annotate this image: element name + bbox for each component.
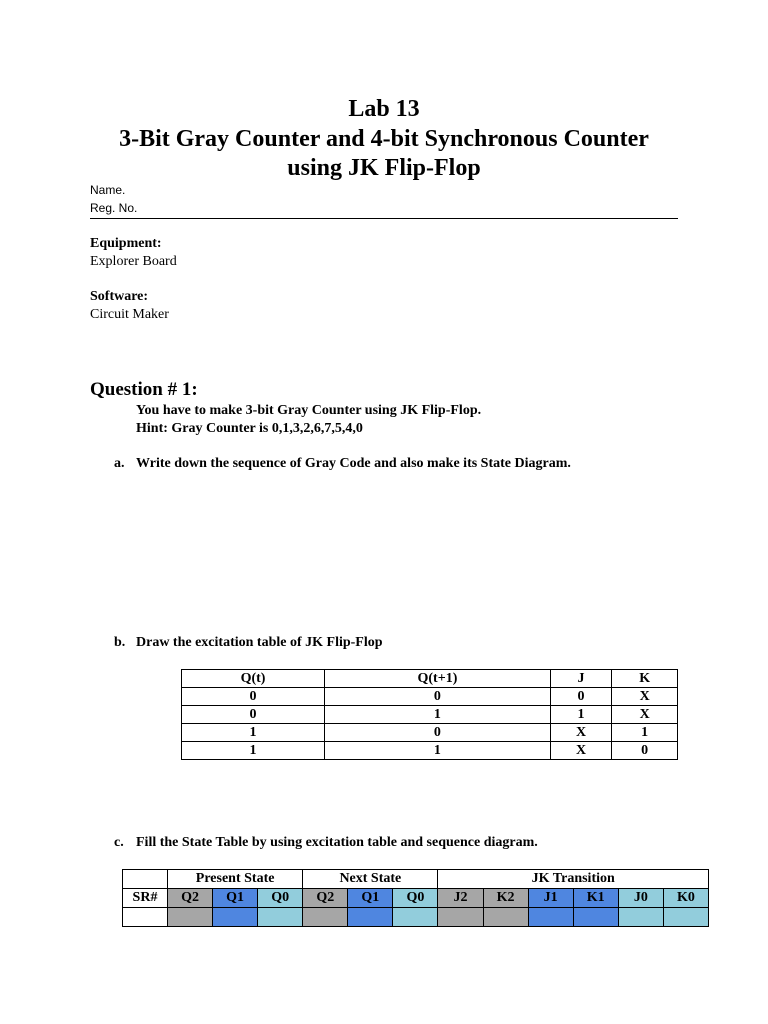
column-header: Q0 <box>258 889 303 908</box>
table-cell: X <box>550 724 611 742</box>
lab-subtitle-line2: using JK Flip-Flop <box>287 155 481 181</box>
table-cell[interactable] <box>393 908 438 927</box>
equipment-label: Equipment: <box>90 236 162 251</box>
item-label: b. <box>114 635 126 650</box>
column-header: J0 <box>618 889 663 908</box>
column-header: J1 <box>528 889 573 908</box>
column-header: Q1 <box>213 889 258 908</box>
blank-cell <box>123 870 168 889</box>
question-heading: Question # 1: <box>90 379 198 400</box>
excitation-table <box>181 669 678 760</box>
group-header-row <box>123 870 709 889</box>
software-label: Software: <box>90 289 149 304</box>
header-cell: J <box>550 670 611 688</box>
item-text: Write down the sequence of Gray Code and also make its State Diagram. <box>136 456 571 471</box>
table-row <box>182 742 678 760</box>
group-present-state: Present State <box>168 870 303 889</box>
column-header: Q0 <box>393 889 438 908</box>
column-header: Q2 <box>303 889 348 908</box>
question-item-a <box>114 456 571 472</box>
table-cell[interactable] <box>123 908 168 927</box>
table-cell[interactable] <box>528 908 573 927</box>
table-cell: X <box>612 706 678 724</box>
lab-subtitle-line1: 3-Bit Gray Counter and 4-bit Synchronous Counter <box>119 126 649 152</box>
question-instruction: You have to make 3-bit Gray Counter using JK Flip-Flop. <box>136 403 482 418</box>
table-cell: 1 <box>550 706 611 724</box>
table-cell: 0 <box>325 724 551 742</box>
table-cell[interactable] <box>483 908 528 927</box>
table-row <box>182 688 678 706</box>
table-cell: 1 <box>612 724 678 742</box>
column-header: SR# <box>123 889 168 908</box>
table-cell: 0 <box>550 688 611 706</box>
header-divider <box>90 218 678 219</box>
column-header: K2 <box>483 889 528 908</box>
column-header: K0 <box>663 889 708 908</box>
column-header: J2 <box>438 889 483 908</box>
table-cell: 1 <box>325 706 551 724</box>
table-cell: 0 <box>325 688 551 706</box>
reg-no-field-label: Reg. No. <box>90 201 138 215</box>
header-cell: Q(t+1) <box>325 670 551 688</box>
name-field-label: Name. <box>90 183 126 197</box>
table-cell[interactable] <box>213 908 258 927</box>
table-cell: 0 <box>182 706 325 724</box>
table-row <box>182 706 678 724</box>
table-cell: 1 <box>182 742 325 760</box>
table-row <box>123 908 709 927</box>
table-cell: 0 <box>182 688 325 706</box>
table-row <box>182 724 678 742</box>
column-header-row <box>123 889 709 908</box>
table-cell: X <box>612 688 678 706</box>
table-cell: X <box>550 742 611 760</box>
table-cell: 0 <box>612 742 678 760</box>
equipment-value: Explorer Board <box>90 254 177 269</box>
table-cell[interactable] <box>348 908 393 927</box>
item-label: a. <box>114 456 125 471</box>
table-cell: 1 <box>325 742 551 760</box>
header-cell: K <box>612 670 678 688</box>
group-next-state: Next State <box>303 870 438 889</box>
table-cell[interactable] <box>663 908 708 927</box>
item-label: c. <box>114 835 124 850</box>
header-cell: Q(t) <box>182 670 325 688</box>
question-hint: Hint: Gray Counter is 0,1,3,2,6,7,5,4,0 <box>136 421 363 436</box>
question-item-b <box>114 635 383 651</box>
item-text: Fill the State Table by using excitation table and sequence diagram. <box>136 835 538 850</box>
table-cell[interactable] <box>573 908 618 927</box>
column-header: Q1 <box>348 889 393 908</box>
table-header-row <box>182 670 678 688</box>
table-cell[interactable] <box>303 908 348 927</box>
table-cell[interactable] <box>438 908 483 927</box>
table-cell[interactable] <box>168 908 213 927</box>
state-table <box>122 869 709 927</box>
table-cell[interactable] <box>258 908 303 927</box>
table-cell[interactable] <box>618 908 663 927</box>
lab-title: Lab 13 <box>348 96 420 122</box>
question-item-c <box>114 835 538 851</box>
group-jk-transition: JK Transition <box>438 870 709 889</box>
item-text: Draw the excitation table of JK Flip-Flop <box>136 635 383 650</box>
column-header: Q2 <box>168 889 213 908</box>
table-cell: 1 <box>182 724 325 742</box>
column-header: K1 <box>573 889 618 908</box>
software-value: Circuit Maker <box>90 307 169 322</box>
